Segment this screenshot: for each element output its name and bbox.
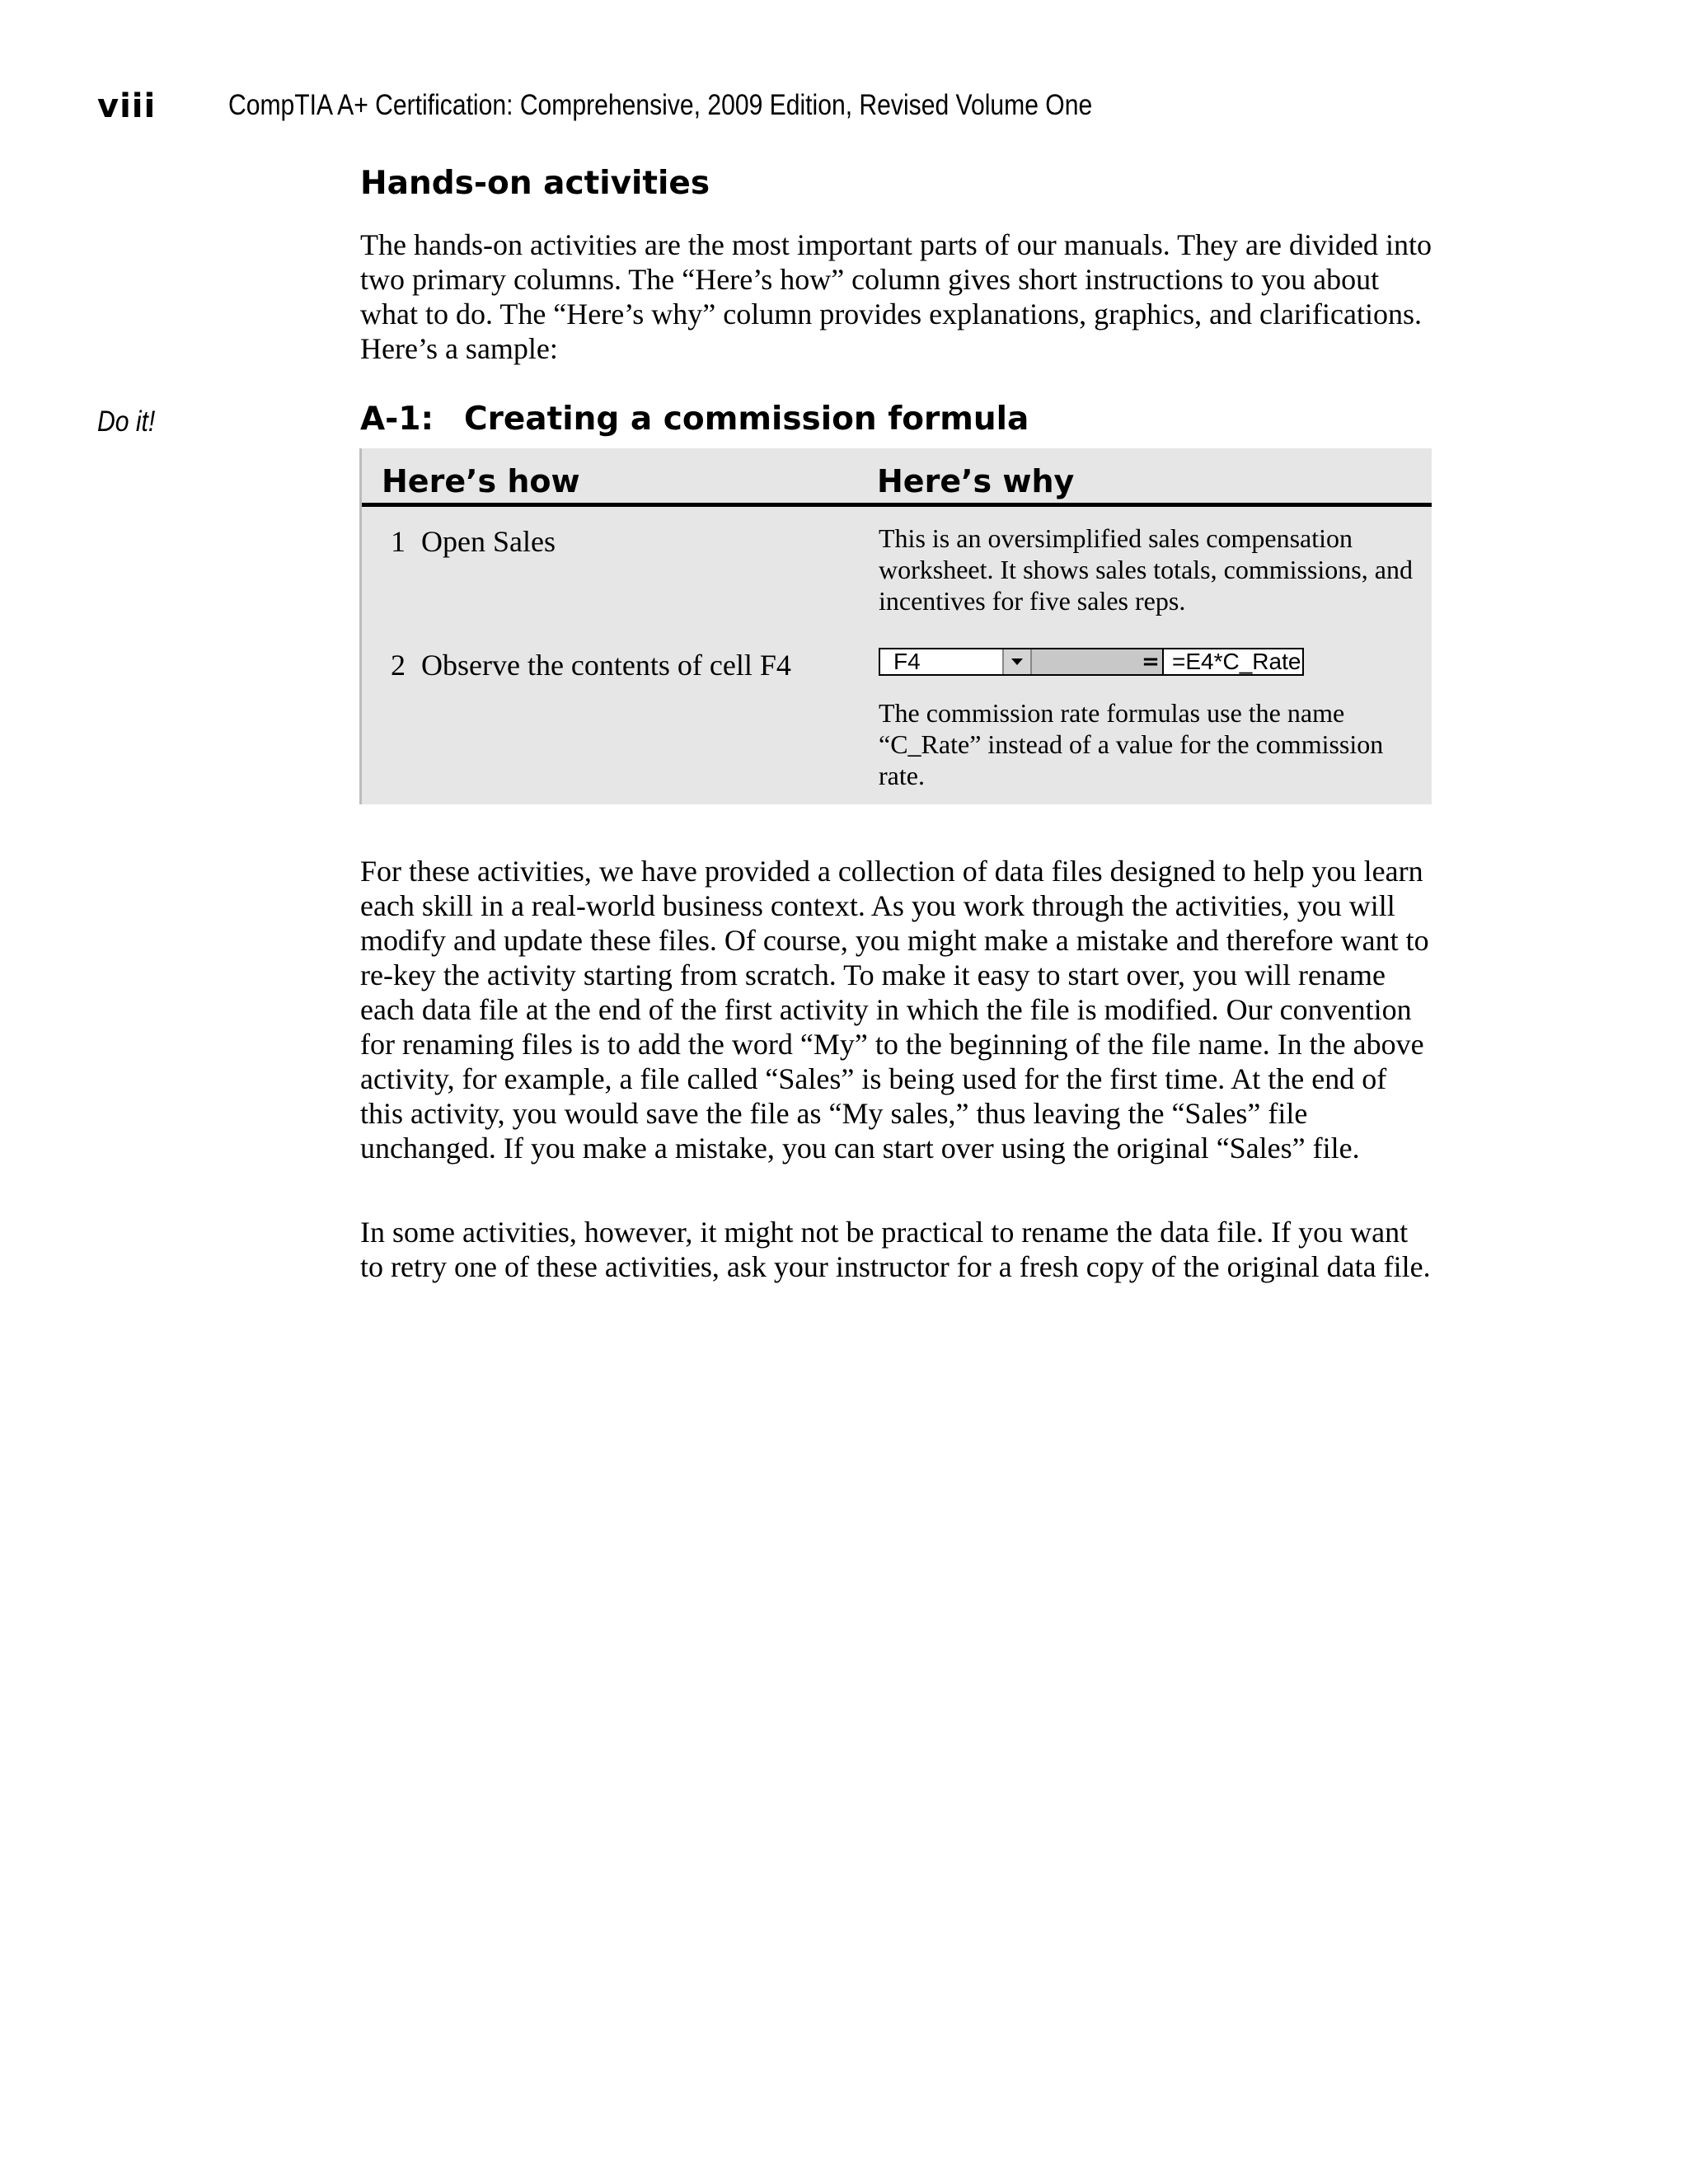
body-paragraph-1: For these activities, we have provided a collection of data files designed to help you learn each skill in a real-world business context. As you work through the activities, you will modify and update these files. Of course, you might make a mistake and therefore want to re-key the activity starting from scratch. To make it easy to start over, you will rename each data file at the end of the first activity in which the file is modified. Our convention for renaming files is to add the word “My” to the beginning of the file name. In the above activity, for example, a file called “Sales” is being used for the first time. At the end of this activity, you would save the file as “My sales,” thus leaving the “Sales” file unchanged. If you make a mistake, you can start over using the original “Sales” file.	[360, 855, 1429, 1165]
page-number: viii	[97, 87, 157, 125]
activity-number: A-1:	[360, 401, 434, 438]
equals-sign: =	[1139, 649, 1164, 674]
activity-table	[359, 448, 1432, 804]
section-heading: Hands-on activities	[360, 165, 710, 202]
activity-title-text: Creating a commission formula	[464, 401, 1029, 438]
dropdown-arrow-icon	[1002, 649, 1032, 674]
formula-bar-graphic	[879, 648, 1304, 676]
running-header-title: CompTIA A+ Certification: Comprehensive, 2009 Edition, Revised Volume One	[228, 89, 1093, 121]
step-1-how: Open Sales	[421, 525, 556, 558]
step-2-why: The commission rate formulas use the name “C_Rate” instead of a value for the commission rate.	[879, 698, 1384, 790]
formula-text: =E4*C_Rate	[1172, 649, 1301, 674]
formula-bar-spacer	[1032, 649, 1139, 674]
step-1-number: 1	[391, 525, 406, 558]
step-2-how: Observe the contents of cell F4	[421, 649, 791, 682]
name-box: F4	[893, 649, 921, 674]
do-it-margin-note: Do it!	[97, 405, 156, 438]
step-1-why: This is an oversimplified sales compensation worksheet. It shows sales totals, commissions, and incentives for five sales reps.	[879, 523, 1413, 616]
body-paragraph-2: In some activities, however, it might not be practical to rename the data file. If you want to retry one of these activities, ask your instructor for a fresh copy of the original data file.	[360, 1216, 1431, 1283]
step-2-number: 2	[391, 649, 406, 682]
intro-paragraph: The hands-on activities are the most important parts of our manuals. They are divided into two primary columns. The “Here’s how” column gives short instructions to you about what to do. The “Here’s why” column provides explanations, graphics, and clarifications. Here’s a sample:	[360, 228, 1432, 365]
column-header-how: Here’s how	[382, 463, 580, 499]
header-rule	[362, 503, 1432, 507]
activity-title	[360, 401, 1432, 438]
column-header-why: Here’s why	[877, 463, 1075, 499]
